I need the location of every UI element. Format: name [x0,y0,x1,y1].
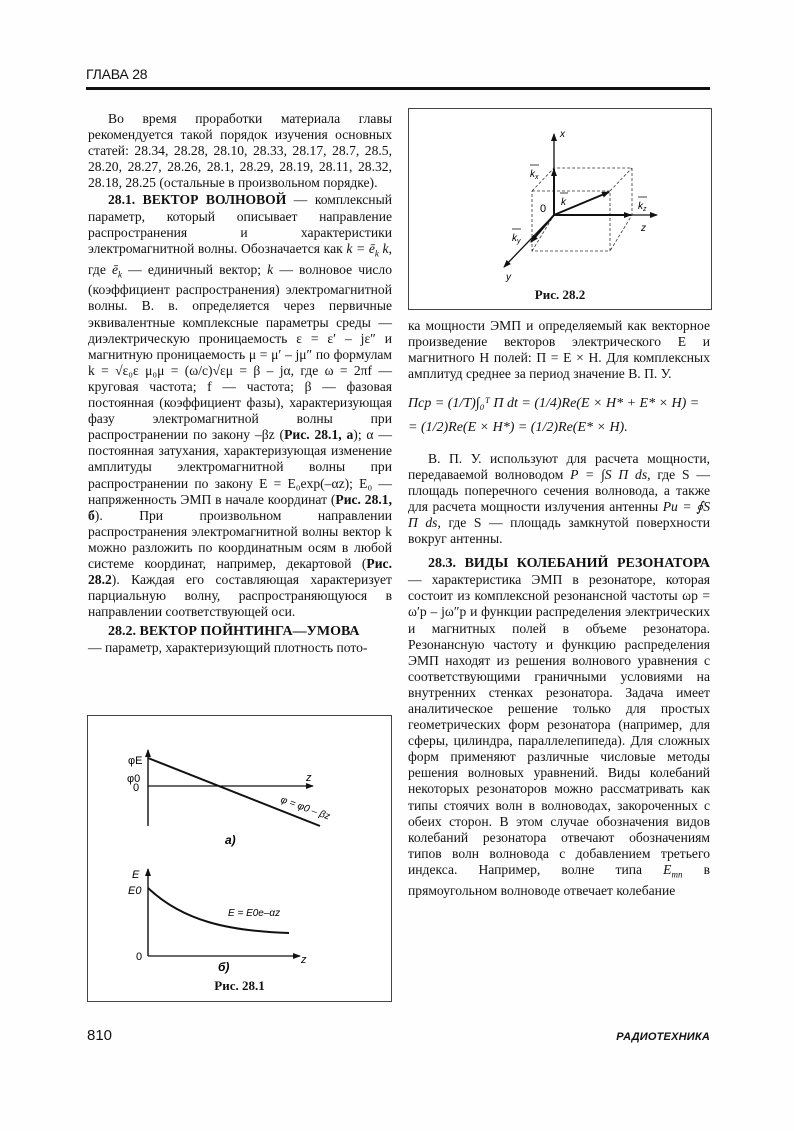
book-title: РАДИОТЕХНИКА [616,1031,710,1043]
panel-a-zero-tick: 0 [133,782,140,794]
wave-number-symbol: k [267,261,274,277]
section-28-1 [88,192,392,620]
figure-ref-28-1-b[interactable]: Рис. 28.1, б [88,491,392,523]
panel-a [127,750,331,847]
svg-text:ky: $k_y$ [512,233,521,245]
section-28-3-text-a: — характеристика ЭМП в резонаторе, которая состоит из комплексной резонансной частоты ωр = ω′р – jω″р и функции распределения электрических и магнитных полей в объеме резонатора. Резонансную частоту и функцию распределения ЭМП находят из решения волнового уравнения с соответствующими граничными условиями на внутренних стенках резонатора. Задача имеет аналитическое решение только для простых геометрических форм резонатора (например, для сферы, цилиндра, параллелепипеда). Для сложных форм применяют различные числовые методы решения волновых уравнений. Виды колебаний некоторых резонаторов можно рассматривать как типы стоячих волн в волноводах, закороченных с обеих сторон. В этом случае обозначения видов колебаний резонатора отвечают обозначениям типов волн волновода с добавлением третьего индекса. Например, волне типа [408,572,710,877]
section-28-3 [408,555,710,899]
section-28-3-text-b: в прямоугольном волноводе отвечает колебание [408,861,710,898]
running-header: ГЛАВА 28 [86,66,148,82]
panel-a-phi0-tick: φ0 [127,773,141,785]
figure-28-2-caption: Рис. 28.2 [534,287,586,302]
z-axis-label: z [641,223,646,234]
panel-b-label: б) [218,960,230,974]
antenna-power-formula: Pи = ∮S Π ds [408,498,711,530]
svg-text:kx: $k_x$ [530,169,539,181]
section-28-1-text-b: , где [88,240,392,277]
kx-label [530,165,539,181]
section-28-1-text-f: ). При произвольном направлении распространения электромагнитной волны вектор k можно разложить по координатным осям в любой системе координат, например, декартовой ( [88,507,392,571]
ky-vector [531,215,554,242]
panel-b [128,869,307,974]
panel-b-curve-label: E = E0e–αz [228,908,281,919]
figure-28-1 [87,715,392,1002]
power-paragraph: В. П. У. используют для расчета мощности, передаваемой волноводом P = ∫S Π ds, где S — площадь поперечного сечения волновода, а также для расчета мощности излучения антенны Pи = ∮S Π ds, где S — площадь замкнутой поверхности вокруг антенны. [408,450,711,547]
emn-symbol: $E_{mn}$ [663,861,683,880]
panel-a-x-label: z [306,772,312,784]
panel-a-label: а) [225,833,236,847]
svg-text:kz: $k_z$ [638,201,647,213]
figure-ref-28-2[interactable]: Рис. 28.2 [88,555,392,588]
waveguide-power-formula: P = ∫S Π ds [570,466,648,482]
page-number: 810 [87,1027,113,1044]
section-28-1-text-a: — комплексный параметр, который описывает направление распространения и характеристики электромагнитной волны. Обозначается как [88,192,392,256]
svg-text:k: k [561,197,566,208]
figure-28-2 [408,108,712,310]
section-28-2-continued: ка мощности ЭМП и определяемый как векторное произведение векторов электрического E и магнитного H полей: Π = E × H. Для комплексных амплитуд среднее за период значение В. П. У. [408,318,710,382]
origin-label: 0 [540,203,547,215]
panel-b-zero-tick: 0 [136,951,143,963]
panel-a-y-label: φE [128,755,143,767]
panel-b-y-label: E [132,869,140,881]
panel-a-phase-line [148,758,320,826]
figure-28-1-caption: Рис. 28.1 [214,978,265,993]
figure-28-1-graphic [88,716,391,1001]
section-28-2-text: — параметр, характеризующий плотность пото- [88,640,368,656]
right-column [408,318,710,899]
section-28-1-text-d: — волновое число (коэффициент распространения) электромагнитной волны. В. в. определяется через первичные эквивалентные комплексные параметры среды — диэлектрическую проницаемость ε = ε′ – jε″ и магнитную проницаемость μ = μ′ – jμ″ по формулам k = √ε₀ε μ₀μ = (ω/c)√εμ = β – jα, где ω = 2πf — круговая частота; f — частота; β — фазовая постоянная (коэффициент фазы), характеризующая фазу электромагнитной волны при распространении по закону –βz ( [88,261,393,443]
kz-label [638,197,647,213]
figure-28-2-graphic [409,109,711,309]
section-28-3-title: 28.3. ВИДЫ КОЛЕБАНИЙ РЕЗОНАТОРА [428,556,710,572]
k-vector-formula: $k = ē_k$ k [346,240,389,259]
section-28-2-title: 28.2. ВЕКТОР ПОЙНТИНГА—УМОВА [108,624,360,640]
figure-ref-28-1-a[interactable]: Рис. 28.1, а [284,427,354,443]
poynting-average-formula-line-2: = (1/2)Re(E × H*) = (1/2)Re(E* × H). [408,420,628,436]
y-axis-label: y [506,272,511,283]
header-rule [86,87,710,90]
section-28-2 [88,623,392,640]
ky-label [512,229,521,245]
intro-paragraph: Во время проработки материала главы рекомендуется такой порядок изучения основных статей: 28.34, 28.28, 28.10, 28.33, 28.17, 28.7, 28.5, 28.20, 28.27, 28.26, 28.1, 28.29, 28.19, 28.11, 28.32, 28.18, 28.25 (остальные в произвольном порядке). [88,111,392,191]
k-label [560,193,568,208]
poynting-average-formula-line-1: Πср = (1/T)∫₀ᵀ Π dt = (1/4)Re(E × H* + E* × H) = [408,396,700,412]
section-28-1-text-g: ). Каждая его составляющая характеризует парциальную волну, распространяющуюся в направлении соответствующей оси. [88,572,392,620]
panel-a-curve-label: φ = φ0 – βz [278,794,332,823]
panel-b-e0-tick: E0 [128,885,142,897]
dashed-parallelepiped [532,168,632,251]
x-axis-label: x [560,129,565,140]
section-28-1-text-c: — единичный вектор; [122,261,268,277]
unit-vector-symbol: $ē_k$ [111,261,123,280]
left-column [88,111,392,657]
panel-b-x-label: z [301,954,307,966]
section-28-1-title: 28.1. ВЕКТОР ВОЛНОВОЙ [108,192,287,208]
section-28-1-text-e: ); α — постоянная затухания, характеризующая изменение амплитуды электромагнитной волны при распространении по закону E = E₀exp(–αz); E₀ — напряженность ЭМП в начале координат ( [88,427,392,507]
